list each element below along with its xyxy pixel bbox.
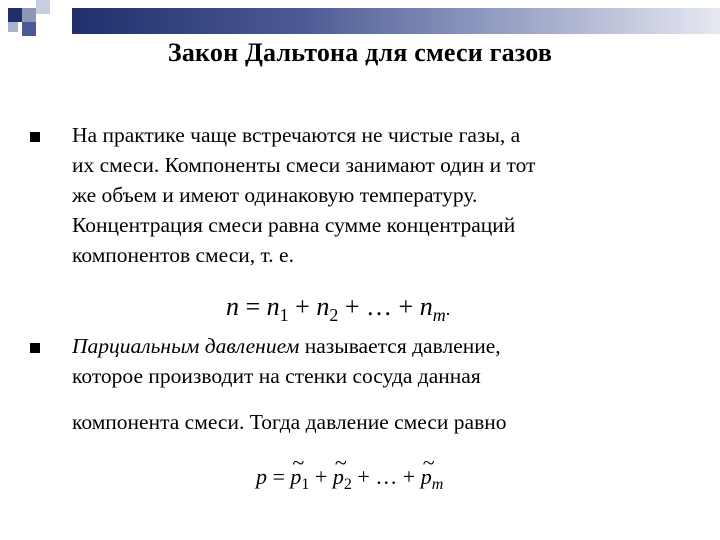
text-line: Концентрация смеси равна сумме концентраций [72, 213, 516, 237]
formula-operator: + [344, 292, 360, 321]
text-line: компонентов смеси, т. е. [72, 243, 294, 267]
bullet-marker [30, 132, 40, 142]
formula-symbol: p [256, 464, 267, 489]
formula-symbol-tilde: ~ p [333, 464, 344, 490]
formula-subscript: m [431, 476, 444, 493]
deco-square-small [8, 22, 18, 32]
formula-period: . [445, 299, 451, 319]
text-line [72, 331, 506, 361]
formula-operator: + [398, 292, 414, 321]
formula-ellipsis: … [366, 292, 393, 321]
formula-symbol-tilde: ~ p [290, 464, 301, 490]
header-band [72, 8, 720, 34]
formula-ellipsis: … [375, 464, 398, 489]
bullet-marker [30, 343, 40, 353]
formula-operator: = [245, 292, 261, 321]
text-line: их смеси. Компоненты смеси занимают один и тот [72, 153, 536, 177]
formula-subscript: 1 [279, 305, 289, 325]
bullet-2-text [72, 331, 506, 437]
deco-square-light [36, 0, 50, 14]
formula-subscript: 2 [329, 305, 339, 325]
formula-subscript: 1 [301, 476, 310, 493]
formula-symbol: n [226, 292, 239, 321]
formula-subscript: m [432, 305, 446, 325]
slide-title: Закон Дальтона для смеси газов [167, 38, 553, 67]
formula-operator: + [402, 464, 416, 489]
text-line: которое производит на стенки сосуда данная [72, 364, 481, 388]
formula-subscript: 2 [343, 476, 352, 493]
bullet-1-text [72, 120, 535, 270]
formula-pressure [256, 464, 443, 494]
deco-square-gray [22, 8, 36, 22]
text-line: же объем и имеют одинаковую температуру. [72, 183, 478, 207]
formula-operator: = [272, 464, 285, 489]
formula-symbol-tilde: ~ p [421, 464, 432, 490]
term-partial-pressure: Парциальным давлением [72, 334, 300, 358]
text-fragment: называется давление, [299, 334, 501, 358]
formula-operator: + [295, 292, 310, 321]
deco-square-mid [22, 22, 36, 36]
formula-operator: + [314, 464, 328, 489]
text-line: компонента смеси. Тогда давление смеси равно [72, 410, 507, 434]
formula-symbol: n [419, 292, 433, 321]
deco-square-dark [8, 8, 22, 22]
formula-operator: + [357, 464, 370, 489]
text-line: На практике чаще встречаются не чистые газы, а [72, 123, 521, 147]
formula-concentration [226, 292, 450, 326]
formula-symbol: n [316, 292, 330, 321]
formula-symbol: n [266, 292, 280, 321]
